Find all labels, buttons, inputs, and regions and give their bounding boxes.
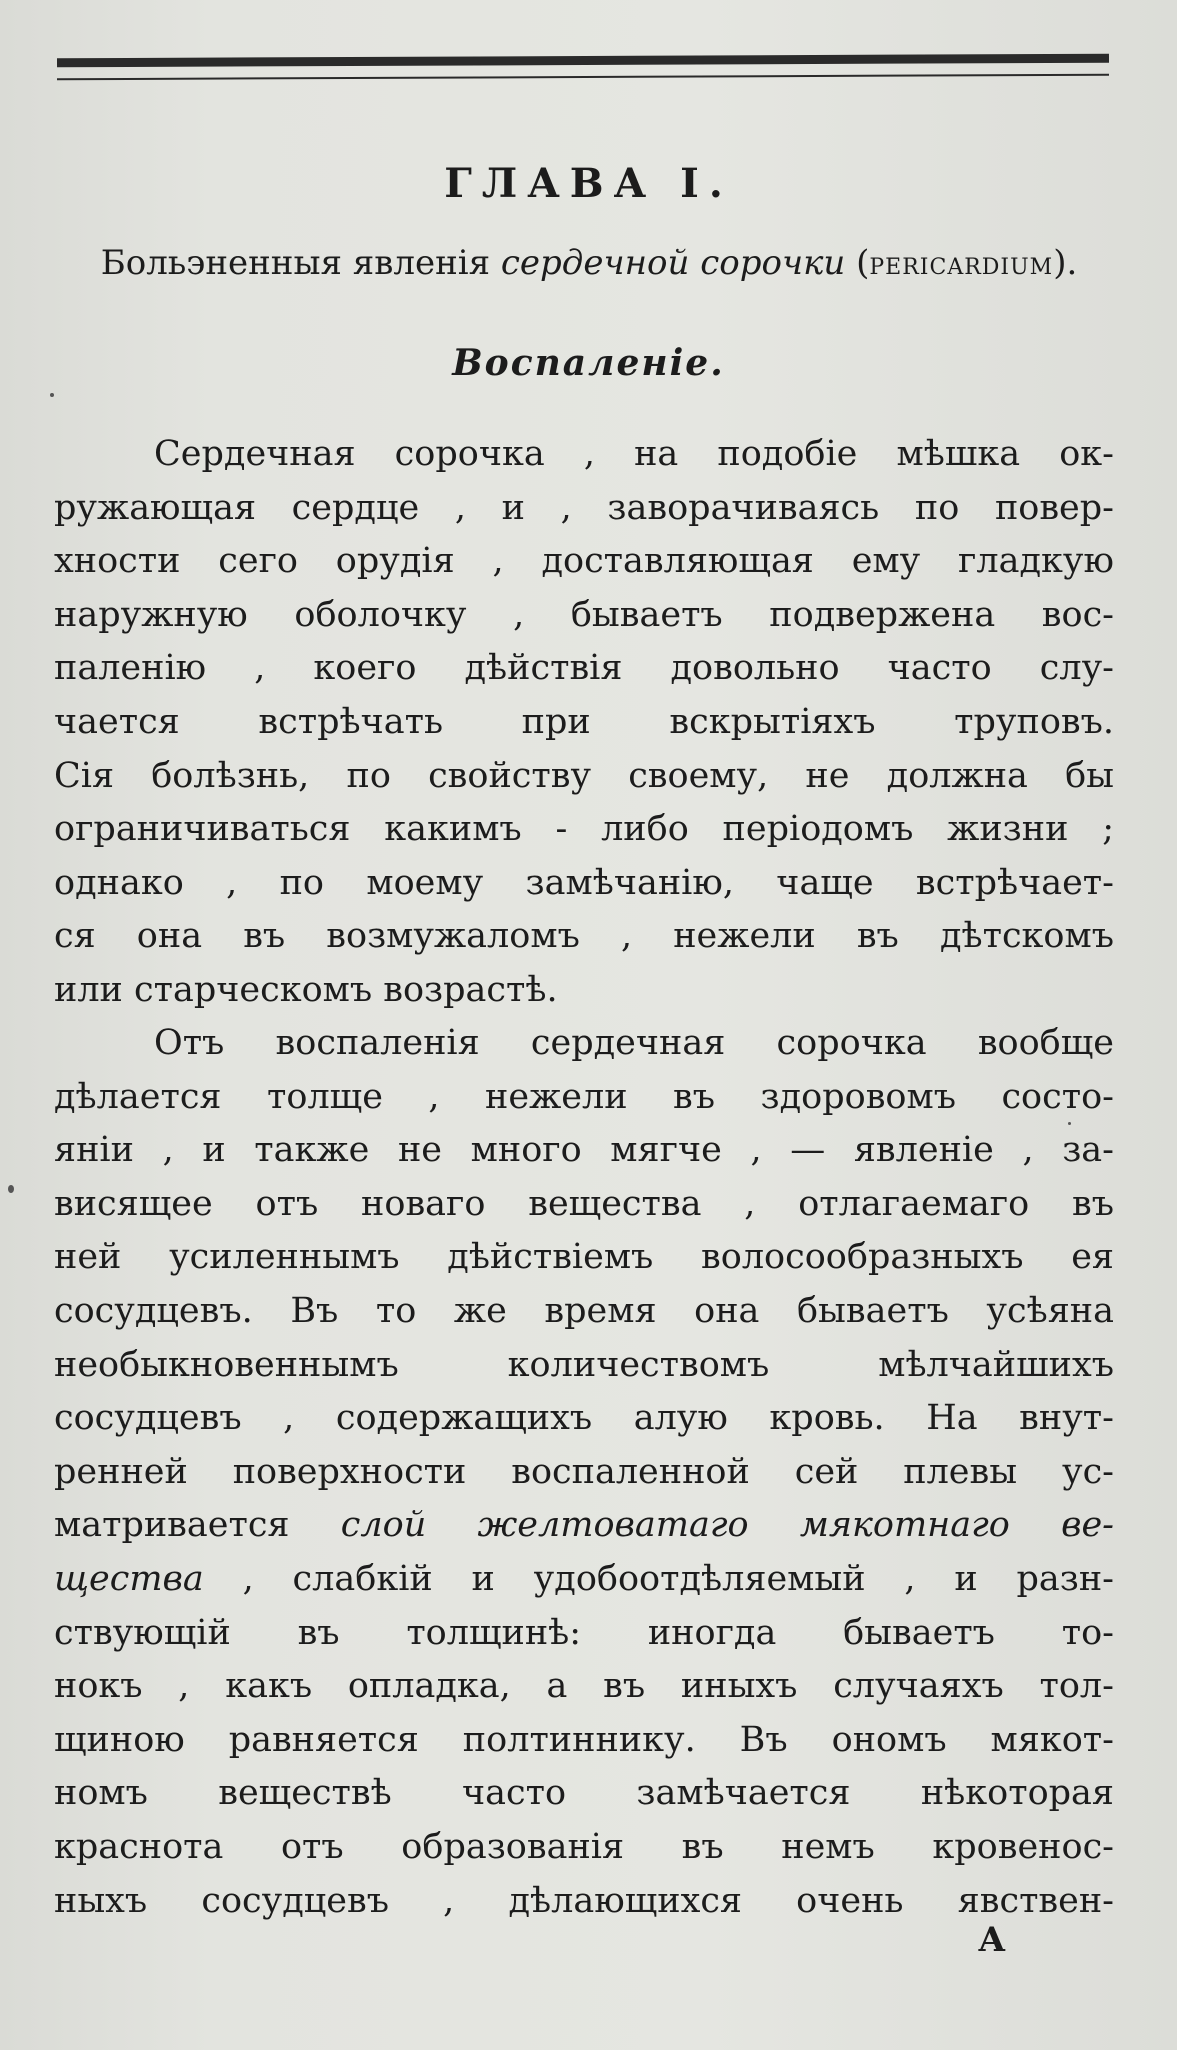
text-line: дѣлается толще , нежели въ здоровомъ состо- [54, 1076, 1114, 1117]
text-line: необыкновеннымъ количествомъ мѣлчайшихъ [54, 1344, 1114, 1385]
text-line: ствующій въ толщинѣ: иногда бываетъ то- [54, 1612, 1114, 1653]
text-line: хности сего орудія , доставляющая ему гладкую [54, 541, 1114, 582]
text-line: номъ веществѣ часто замѣчается нѣкоторая [54, 1773, 1114, 1814]
text-line: однако , по моему замѣчанію, чаще встрѣчает- [54, 862, 1114, 903]
header-rule-thin [57, 74, 1109, 81]
subtitle-latin: PERICARDIUM [869, 255, 1054, 280]
text-line: паленію , коего дѣйствія довольно часто слу- [54, 648, 1114, 689]
text-line: Сердечная сорочка , на подобіе мѣшка ок- [154, 434, 1114, 474]
subtitle-prefix: Больэненныя явленія [100, 243, 501, 283]
subtitle-italic: сердечной сорочки [500, 243, 846, 283]
text-line: ограничиваться какимъ - либо періодомъ жизни ; [54, 809, 1114, 850]
paper-speck [1068, 1122, 1071, 1125]
text-line: краснота отъ образованія въ немъ кровенос- [54, 1826, 1114, 1867]
text-line: щиною равняется полтиннику. Въ ономъ мякот- [54, 1719, 1114, 1760]
text-line: чается встрѣчать при вскрытіяхъ труповъ. [54, 701, 1114, 742]
paper-speck [8, 1185, 14, 1193]
text-line: ней усиленнымъ дѣйствіемъ волосообразныхъ ея [54, 1237, 1114, 1278]
text-line: наружную оболочку , бываетъ подвержена вос- [54, 594, 1114, 635]
text-line: сосудцевъ. Въ то же время она бываетъ усѣяна [54, 1290, 1114, 1331]
text-line: или старческомъ возрастѣ. [54, 969, 558, 1010]
text-line: Отъ воспаленія сердечная сорочка вообще [154, 1023, 1114, 1063]
text-line [54, 1553, 1114, 1607]
text-line: ружающая сердце , и , заворачиваясь по повер- [54, 487, 1114, 528]
header-rule-thick [57, 54, 1109, 68]
italic-fragment: слой желтоватаго мякотнаго ве- [340, 1505, 1114, 1546]
paragraph-1 [54, 428, 1114, 1018]
chapter-heading: ГЛАВА I. [444, 160, 733, 207]
text-fragment: матривается [54, 1505, 341, 1546]
text-line: нокъ , какъ опладка, а въ иныхъ случаяхъ тол- [54, 1666, 1114, 1707]
text-line: яніи , и также не много мягче , — явленіе , за- [54, 1130, 1114, 1171]
paragraph-2 [54, 1017, 1114, 1928]
section-title: Воспаленіе. [452, 342, 725, 384]
chapter-subtitle [54, 243, 1124, 283]
signature-mark: А [978, 1920, 1006, 1960]
text-fragment: , слабкій и удобоотдѣляемый , и разн- [203, 1558, 1114, 1599]
text-line: ныхъ сосудцевъ , дѣлающихся очень явствен- [54, 1880, 1114, 1921]
text-line: сосудцевъ , содержащихъ алую кровь. На внут- [54, 1398, 1114, 1439]
paper-speck [50, 393, 54, 397]
subtitle-open-paren: ( [845, 243, 870, 283]
subtitle-close-paren: ). [1053, 243, 1078, 283]
text-line: ренней поверхности воспаленной сей плевы ус- [54, 1451, 1114, 1492]
italic-fragment: щества [54, 1558, 204, 1599]
text-line: ся она въ возмужаломъ , нежели въ дѣтскомъ [54, 916, 1114, 957]
text-line [54, 1499, 1114, 1553]
text-line: висящее отъ новаго вещества , отлагаемаго въ [54, 1183, 1114, 1224]
text-line: Сія болѣзнь, по свойству своему, не должна бы [54, 755, 1114, 796]
